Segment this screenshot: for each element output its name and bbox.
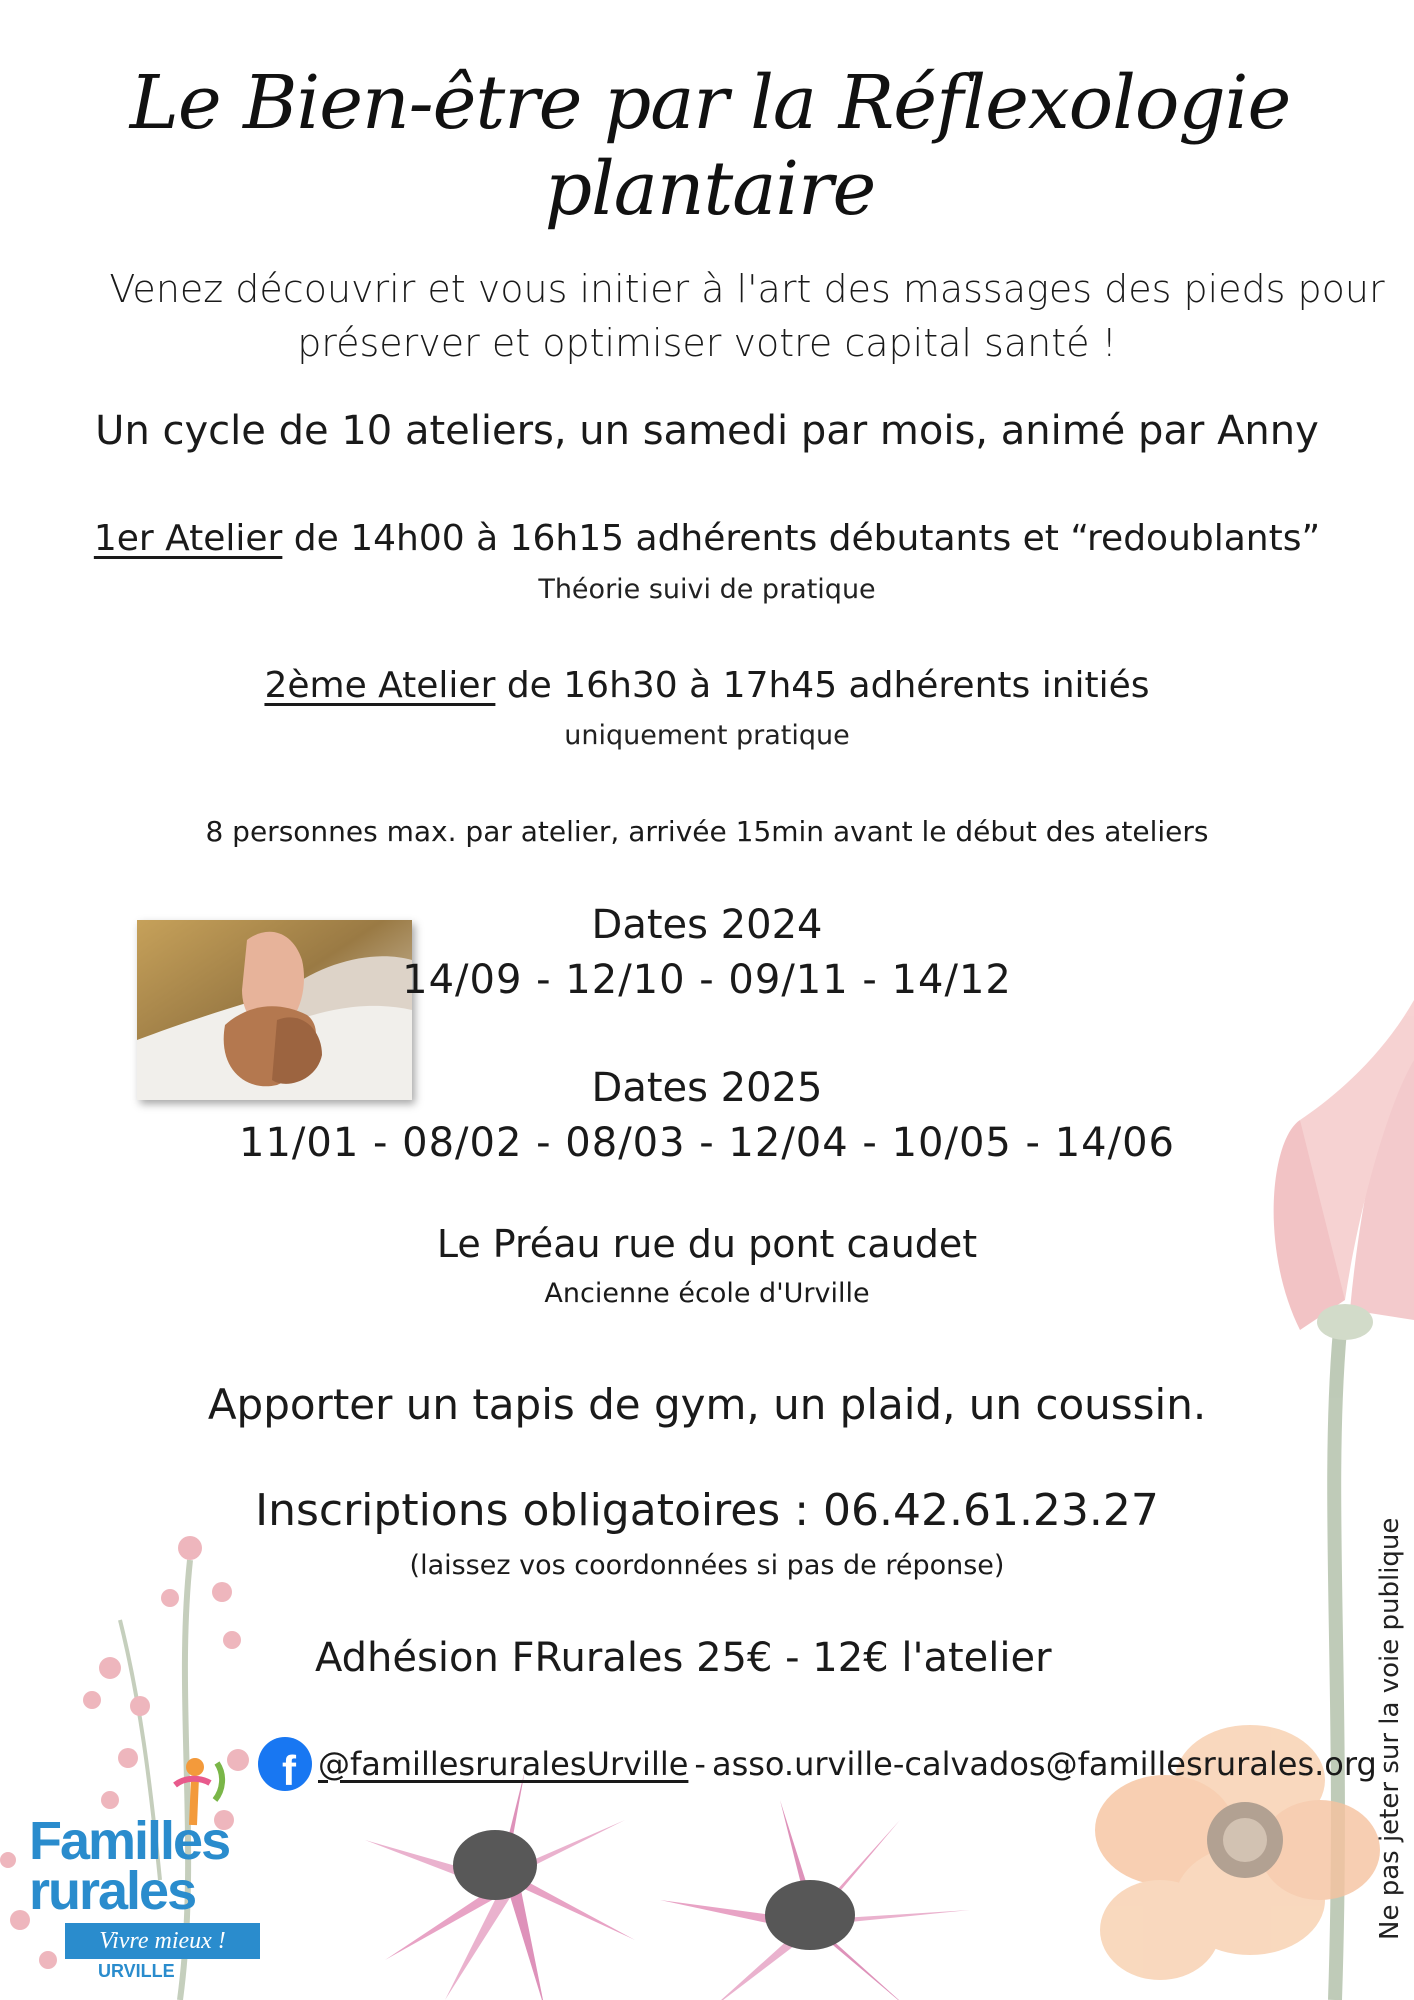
atelier-2-details: de 16h30 à 17h45 adhérents initiés: [495, 665, 1150, 706]
dates-2024-list: 14/09 - 12/10 - 09/11 - 14/12: [402, 957, 1012, 1003]
dates-2024-title: Dates 2024: [591, 902, 823, 948]
logo-line-2: rurales: [29, 1861, 196, 1921]
logo-line-1: Familles: [29, 1811, 230, 1871]
atelier-1-label: 1er Atelier: [93, 518, 283, 559]
venue-name: Le Préau rue du pont caudet: [436, 1222, 978, 1266]
atelier-1: [0, 518, 1414, 559]
atelier-2-sub: uniquement pratique: [564, 720, 850, 751]
logo-slogan: Vivre mieux !: [65, 1923, 260, 1959]
contact-line: [258, 1737, 1377, 1791]
familles-rurales-logo: [25, 1755, 265, 1985]
capacity-note: 8 personnes max. par atelier, arrivée 15min avant le début des ateliers: [205, 815, 1209, 848]
membership-price: Adhésion FRurales 25€ - 12€ l'atelier: [315, 1635, 1052, 1681]
atelier-1-sub: Théorie suivi de pratique: [538, 574, 876, 605]
bring-items: Apporter un tapis de gym, un plaid, un coussin.: [207, 1380, 1207, 1429]
intro-line-2: préserver et optimiser votre capital santé !: [297, 321, 1117, 365]
atelier-1-details: de 14h00 à 16h15 adhérents débutants et “redoublants”: [282, 518, 1321, 559]
facebook-link[interactable]: @famillesruralesUrville: [318, 1745, 689, 1783]
intro-text: [0, 262, 1414, 370]
venue-sub: Ancienne école d'Urville: [544, 1278, 870, 1309]
vertical-notice: Ne pas jeter sur la voie publique: [1375, 1517, 1405, 1940]
dates-2025-list: 11/01 - 08/02 - 08/03 - 12/04 - 10/05 - 14/06: [239, 1120, 1175, 1166]
cycle-text: Un cycle de 10 ateliers, un samedi par mois, animé par Anny: [95, 408, 1319, 454]
atelier-2-label: 2ème Atelier: [264, 665, 496, 706]
registration-sub: (laissez vos coordonnées si pas de réponse): [409, 1550, 1005, 1581]
email-address[interactable]: asso.urville-calvados@famillesrurales.org: [711, 1745, 1377, 1783]
facebook-icon[interactable]: f: [258, 1737, 312, 1791]
atelier-2: [0, 665, 1414, 706]
contact-separator: -: [694, 1745, 706, 1783]
dates-2025-title: Dates 2025: [591, 1065, 823, 1111]
page-title: Le Bien-être par la Réflexologie plantaire: [129, 60, 1291, 232]
logo-town: URVILLE: [98, 1961, 175, 1981]
intro-line-1: Venez découvrir et vous initier à l'art des massages des pieds pour: [109, 267, 1385, 311]
registration-text: Inscriptions obligatoires : 06.42.61.23.27: [255, 1485, 1159, 1536]
